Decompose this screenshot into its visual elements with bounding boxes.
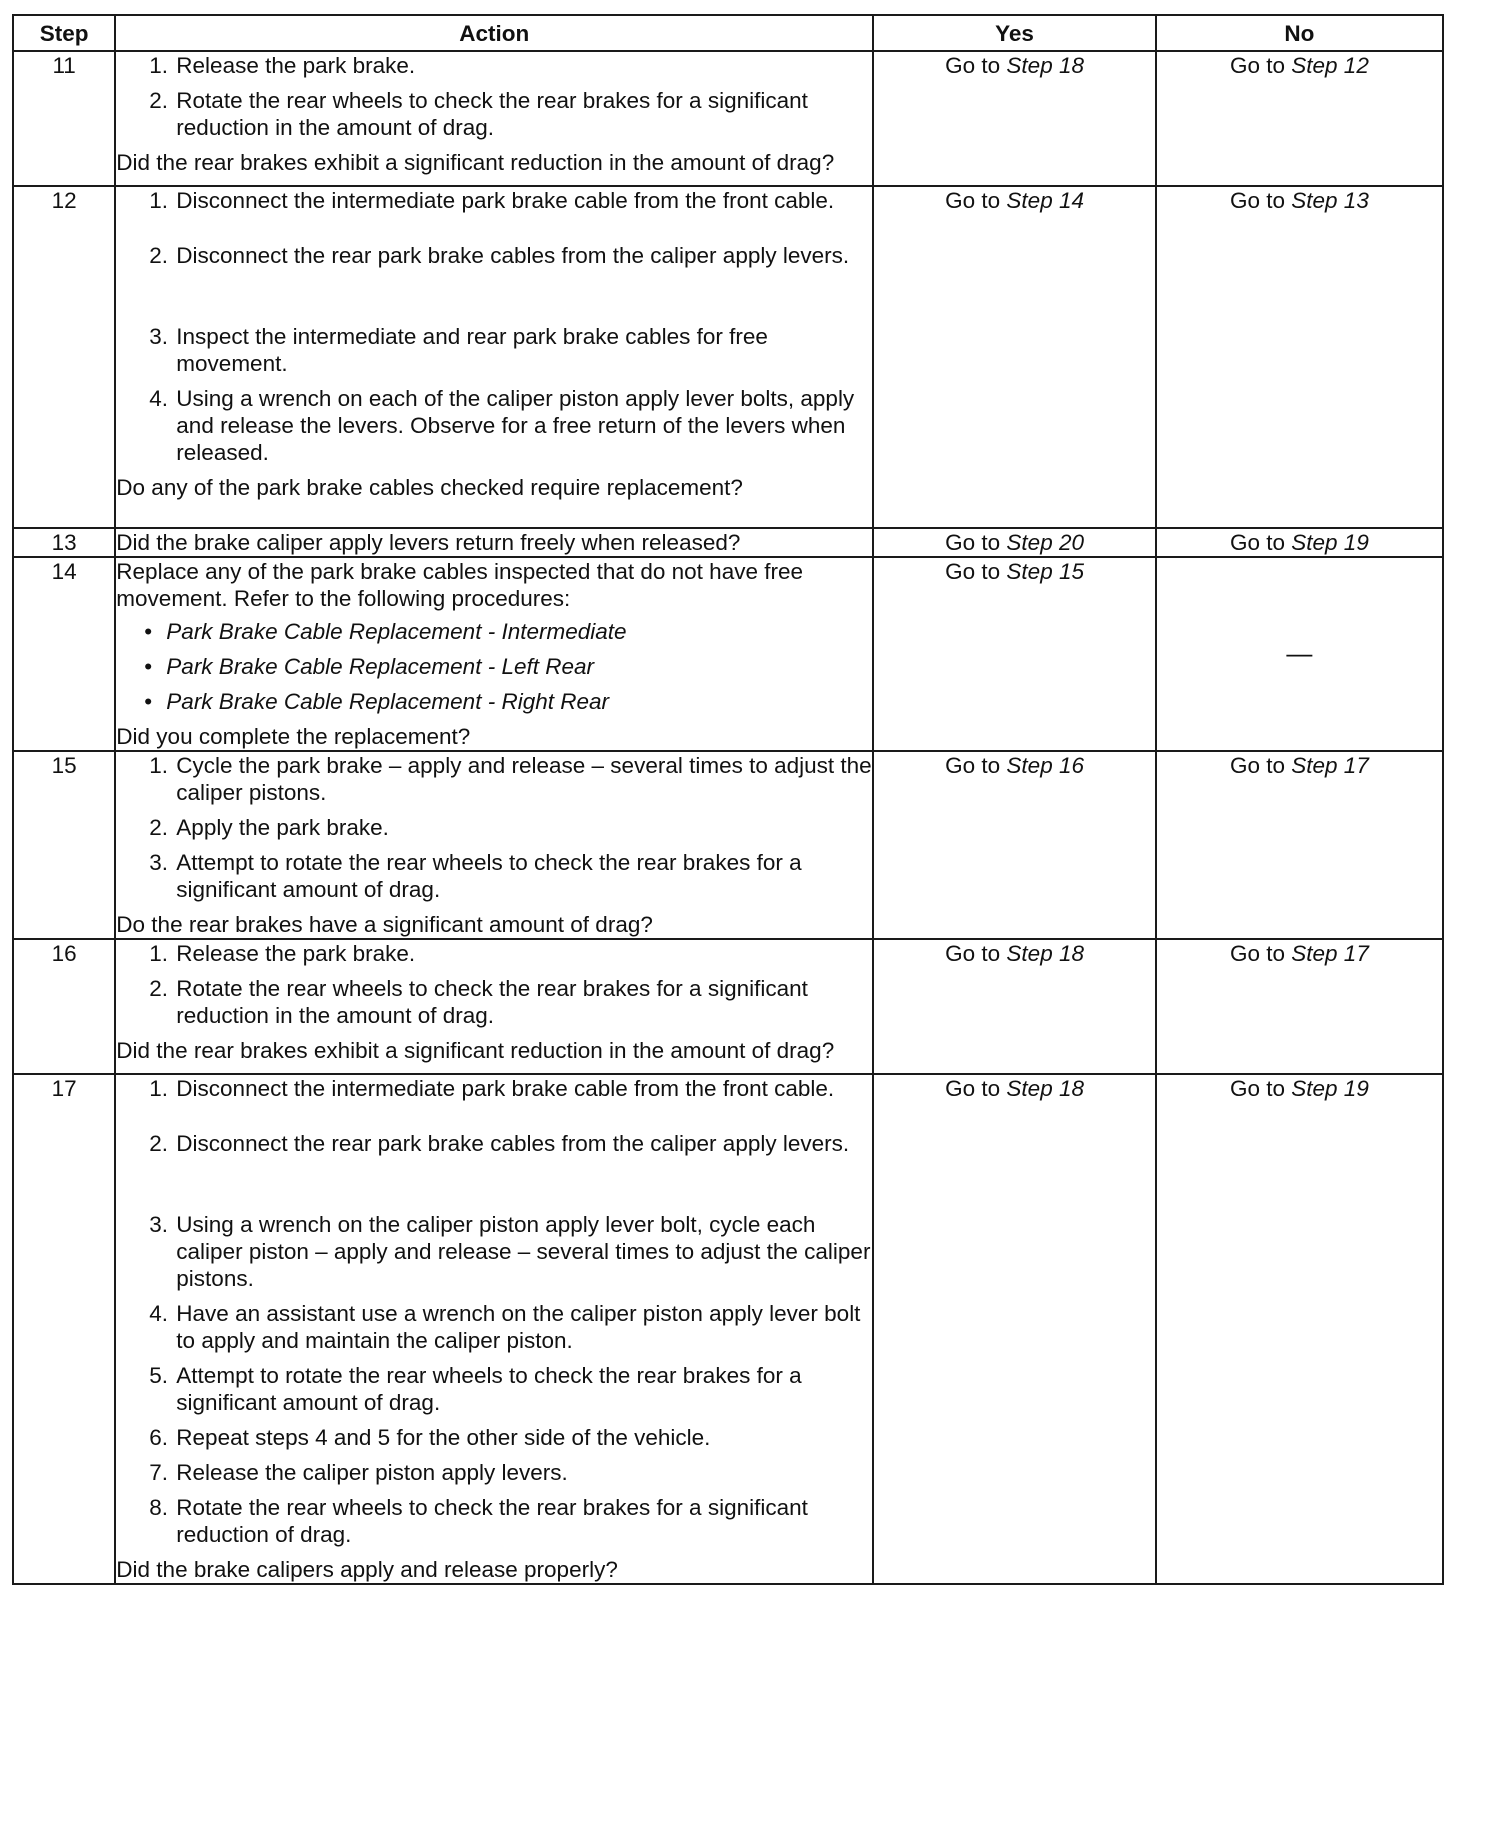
yes-step-link[interactable]: Step 18: [1006, 1076, 1084, 1101]
procedure-list: [116, 752, 872, 903]
header-action: Action: [115, 15, 873, 51]
yes-cell: [873, 557, 1156, 751]
procedure-step: 4. Using a wrench on each of the caliper piston apply lever bolts, apply and release the levers. Observe for a free return of the levers when released.: [174, 385, 872, 466]
step-number: 14: [13, 557, 115, 751]
procedure-link[interactable]: • Park Brake Cable Replacement - Intermediate: [166, 618, 872, 645]
goto-prefix: Go to: [1229, 941, 1285, 966]
goto-prefix: Go to: [945, 559, 1001, 584]
procedure-list: [116, 1075, 872, 1548]
goto-prefix: Go to: [945, 1076, 1001, 1101]
step-number: 11: [13, 51, 115, 186]
procedure-step: 1. Disconnect the intermediate park brake cable from the front cable.: [174, 187, 872, 214]
yes-cell: [873, 186, 1156, 528]
diagnostic-table: [12, 14, 1444, 1585]
header-no: No: [1156, 15, 1443, 51]
goto-prefix: Go to: [1229, 53, 1285, 78]
goto-prefix: Go to: [945, 753, 1001, 778]
goto-prefix: Go to: [1229, 753, 1285, 778]
goto-prefix: Go to: [1229, 1076, 1285, 1101]
table-row-step-15: [13, 751, 1443, 939]
procedure-step: 1. Cycle the park brake – apply and release – several times to adjust the caliper pistons.: [174, 752, 872, 806]
yes-step-link[interactable]: Step 14: [1006, 188, 1084, 213]
action-cell: [115, 1074, 873, 1584]
no-cell: [1156, 939, 1443, 1074]
not-applicable-dash: —: [1286, 638, 1313, 668]
yes-cell: [873, 939, 1156, 1074]
procedure-list: [116, 187, 872, 466]
goto-prefix: Go to: [945, 941, 1001, 966]
procedure-step: 3. Inspect the intermediate and rear park brake cables for free movement.: [174, 323, 872, 377]
action-question: Do the rear brakes have a significant amount of drag?: [116, 912, 653, 937]
procedure-list: [116, 52, 872, 141]
procedure-link[interactable]: • Park Brake Cable Replacement - Right Rear: [166, 688, 872, 715]
table-row-step-16: [13, 939, 1443, 1074]
no-cell: [1156, 51, 1443, 186]
procedure-step: 2. Rotate the rear wheels to check the rear brakes for a significant reduction in the amount of drag.: [174, 975, 872, 1029]
goto-prefix: Go to: [945, 530, 1001, 555]
action-cell: [115, 557, 873, 751]
no-step-link[interactable]: Step 17: [1291, 753, 1369, 778]
procedure-step: 2. Disconnect the rear park brake cables from the caliper apply levers.: [174, 1130, 872, 1157]
yes-step-link[interactable]: Step 18: [1006, 941, 1084, 966]
procedure-link[interactable]: • Park Brake Cable Replacement - Left Rear: [166, 653, 872, 680]
action-intro: Replace any of the park brake cables inspected that do not have free movement. Refer to the following procedures:: [116, 559, 803, 611]
no-step-link[interactable]: Step 12: [1291, 53, 1369, 78]
yes-cell: [873, 1074, 1156, 1584]
no-cell: [1156, 557, 1443, 751]
action-question: Did the brake caliper apply levers return freely when released?: [116, 530, 741, 555]
action-cell: [115, 528, 873, 557]
table-row-step-11: [13, 51, 1443, 186]
action-question: Do any of the park brake cables checked require replacement?: [116, 475, 743, 500]
procedure-step: 1. Release the park brake.: [174, 52, 872, 79]
table-row-step-17: [13, 1074, 1443, 1584]
table-row-step-12: [13, 186, 1443, 528]
no-cell: [1156, 186, 1443, 528]
action-question: Did the rear brakes exhibit a significant reduction in the amount of drag?: [116, 150, 835, 175]
procedure-step: 2. Rotate the rear wheels to check the rear brakes for a significant reduction in the amount of drag.: [174, 87, 872, 141]
step-number: 12: [13, 186, 115, 528]
goto-prefix: Go to: [1229, 188, 1285, 213]
action-question: Did the rear brakes exhibit a significant reduction in the amount of drag?: [116, 1038, 835, 1063]
step-number: 15: [13, 751, 115, 939]
procedure-step: 1. Disconnect the intermediate park brake cable from the front cable.: [174, 1075, 872, 1102]
procedure-step: 1. Release the park brake.: [174, 940, 872, 967]
table-header-row: [13, 15, 1443, 51]
header-yes: Yes: [873, 15, 1156, 51]
action-question: Did you complete the replacement?: [116, 724, 471, 749]
step-number: 13: [13, 528, 115, 557]
procedure-list: [116, 940, 872, 1029]
no-cell: [1156, 528, 1443, 557]
action-cell: [115, 939, 873, 1074]
procedure-step: 2. Apply the park brake.: [174, 814, 872, 841]
no-step-link[interactable]: Step 13: [1291, 188, 1369, 213]
table-row-step-13: [13, 528, 1443, 557]
no-step-link[interactable]: Step 19: [1291, 530, 1369, 555]
procedure-reference-list: [116, 618, 872, 715]
action-cell: [115, 51, 873, 186]
procedure-step: 2. Disconnect the rear park brake cables from the caliper apply levers.: [174, 242, 872, 269]
procedure-step: 5. Attempt to rotate the rear wheels to check the rear brakes for a significant amount of drag.: [174, 1362, 872, 1416]
procedure-step: 8. Rotate the rear wheels to check the rear brakes for a significant reduction of drag.: [174, 1494, 872, 1548]
table-row-step-14: [13, 557, 1443, 751]
procedure-step: 3. Attempt to rotate the rear wheels to check the rear brakes for a significant amount of drag.: [174, 849, 872, 903]
yes-step-link[interactable]: Step 16: [1006, 753, 1084, 778]
no-cell: [1156, 751, 1443, 939]
yes-cell: [873, 51, 1156, 186]
step-number: 17: [13, 1074, 115, 1584]
procedure-step: 7. Release the caliper piston apply levers.: [174, 1459, 872, 1486]
no-cell: [1156, 1074, 1443, 1584]
action-question: Did the brake calipers apply and release properly?: [116, 1557, 618, 1582]
goto-prefix: Go to: [1229, 530, 1285, 555]
yes-cell: [873, 528, 1156, 557]
goto-prefix: Go to: [945, 188, 1001, 213]
action-cell: [115, 751, 873, 939]
goto-prefix: Go to: [945, 53, 1001, 78]
procedure-step: 4. Have an assistant use a wrench on the caliper piston apply lever bolt to apply and maintain the caliper piston.: [174, 1300, 872, 1354]
yes-cell: [873, 751, 1156, 939]
yes-step-link[interactable]: Step 18: [1006, 53, 1084, 78]
procedure-step: 3. Using a wrench on the caliper piston apply lever bolt, cycle each caliper piston – apply and release – several times to adjust the caliper pistons.: [174, 1211, 872, 1292]
header-step: Step: [13, 15, 115, 51]
action-cell: [115, 186, 873, 528]
no-step-link[interactable]: Step 17: [1291, 941, 1369, 966]
step-number: 16: [13, 939, 115, 1074]
no-step-link[interactable]: Step 19: [1291, 1076, 1369, 1101]
yes-step-link[interactable]: Step 20: [1006, 530, 1084, 555]
yes-step-link[interactable]: Step 15: [1006, 559, 1084, 584]
procedure-step: 6. Repeat steps 4 and 5 for the other side of the vehicle.: [174, 1424, 872, 1451]
